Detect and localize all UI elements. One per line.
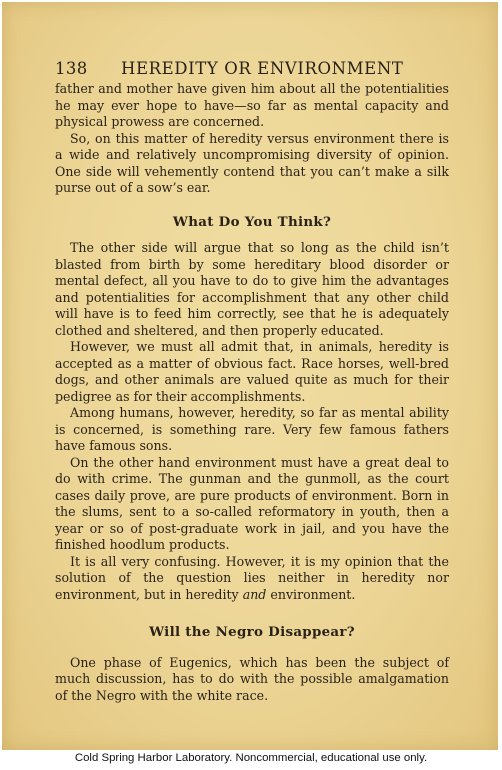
paragraph-6: On the other hand environment must have a great deal to do with crime. The gunman and the gunmoll, as the court cases daily prove, are pure products of environment. Born in the slums, sent to a so-called reformatory in youth, then a year or so of post-graduate work in jail, and you have the finished hoodlum products. xyxy=(55,454,449,552)
paragraph-7 xyxy=(55,554,449,604)
paragraph-7-emphasis: and xyxy=(242,586,267,602)
paragraph-8: One phase of Eugenics, which has been the subject of much discussion, has to do with the possible amalgamation of the Negro with the white race. xyxy=(55,654,449,703)
section-heading-will-the-negro-disappear: Will the Negro Disappear? xyxy=(149,624,355,640)
paragraph-4: However, we must all admit that, in animals, heredity is accepted as a matter of obvious fact. Race horses, well-bred dogs, and other animals are valued quite as much for their pedigree as for their accomplishments. xyxy=(55,339,449,404)
running-head xyxy=(55,59,449,79)
footer-credit: Cold Spring Harbor Laboratory. Noncommercial, educational use only. xyxy=(74,752,428,764)
running-title: HEREDITY OR ENVIRONMENT xyxy=(121,59,404,78)
book-page xyxy=(2,2,498,750)
paragraph-3: The other side will argue that so long as the child isn’t blasted from birth by some hereditary blood disorder or mental defect, all you have to do to give him the advantages and potentialities for accomplishment that any other child will have is to feed him correctly, see that he is adequately clothed and sheltered, and then properly educated. xyxy=(55,240,449,338)
page-content xyxy=(55,59,449,704)
paragraph-1: father and mother have given him about all the potentialities he may ever hope to have—so far as mental capacity and physical prowess are concerned. xyxy=(55,81,449,129)
section-heading-what-do-you-think: What Do You Think? xyxy=(172,213,332,230)
paragraph-5: Among humans, however, heredity, so far as mental ability is concerned, is something rare. Very few famous fathers have famous sons. xyxy=(55,405,449,453)
paragraph-2: So, on this matter of heredity versus environment there is a wide and relatively uncompromising diversity of opinion. One side will vehemently contend that you can’t make a silk purse out of a sow’s ear. xyxy=(55,130,449,195)
paragraph-7-end: environment. xyxy=(266,586,356,602)
page-number: 138 xyxy=(55,59,88,78)
paragraph-7-text: It is all very confusing. However, it is my opinion that the solution of the question lies neither in heredity nor environment, but in heredity xyxy=(55,553,449,602)
